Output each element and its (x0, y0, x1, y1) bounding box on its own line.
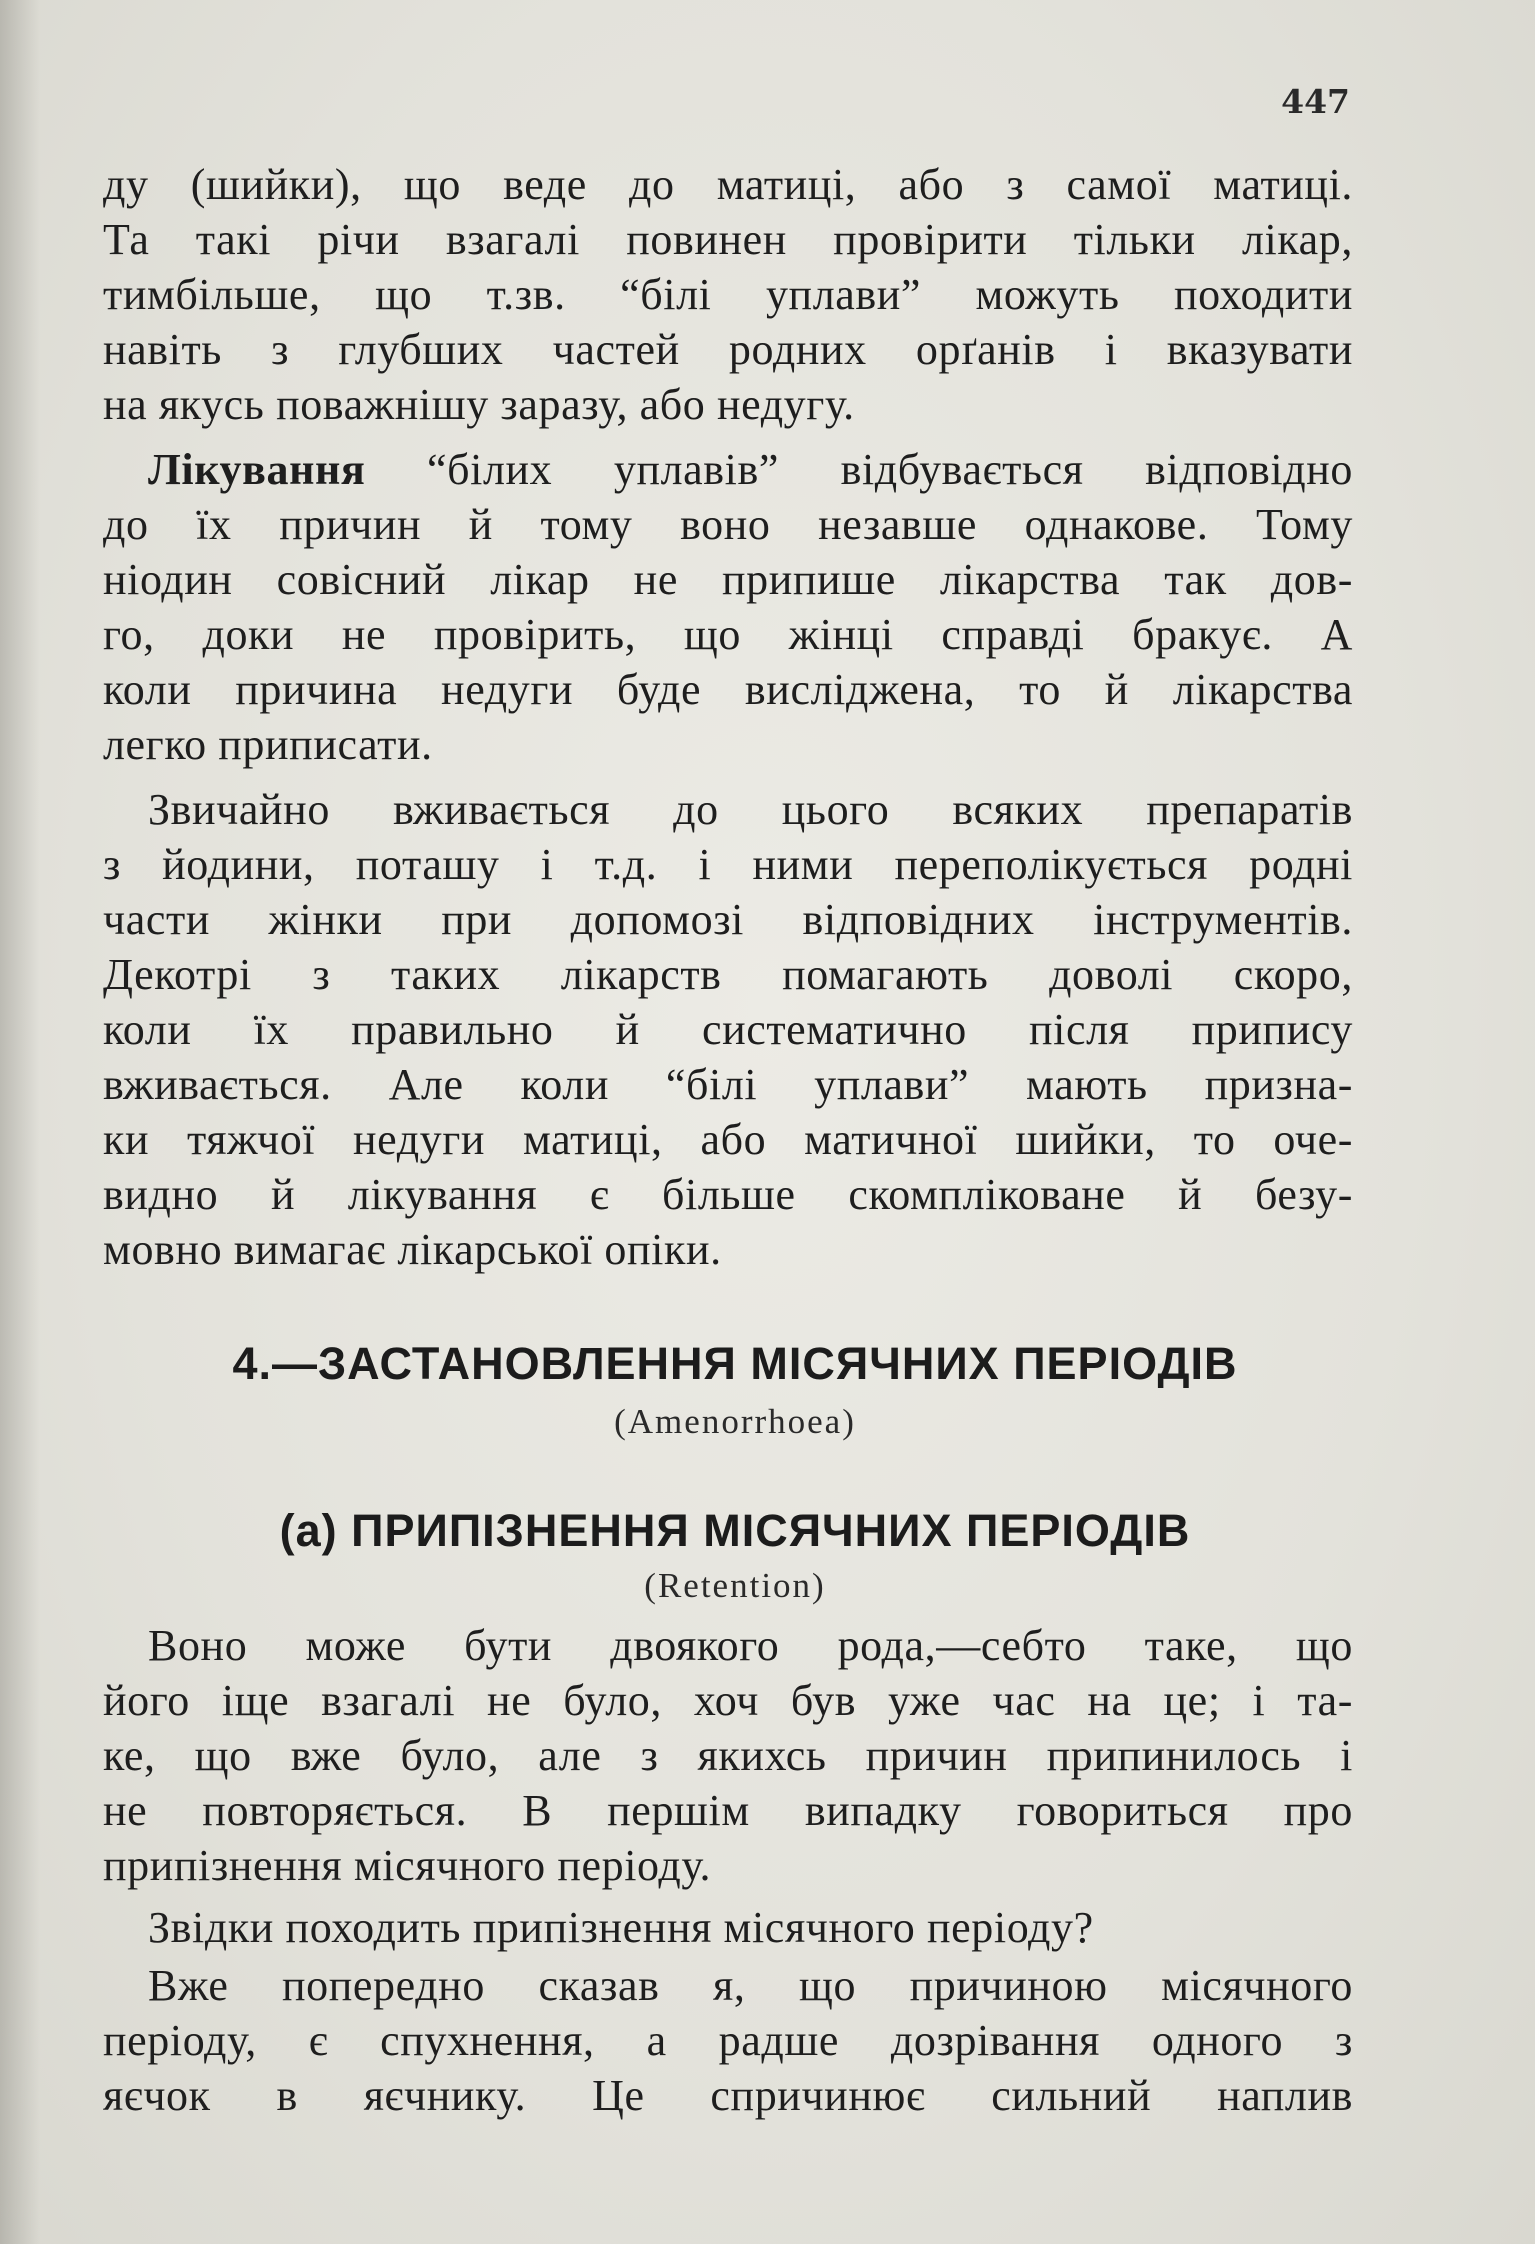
page-number: 447 (1281, 82, 1350, 121)
subsection-heading: (a) ПРИПІЗНЕННЯ МІСЯЧНИХ ПЕРІОДІВ (279, 1505, 1191, 1556)
text-span: “білих уплавів” відбувається відповідно (365, 445, 1353, 494)
text-line: Воно може бути двоякого рода,—себто таке, що (148, 1621, 1353, 1670)
text-line: його іще взагалі не було, хоч був уже час на це; і та- (103, 1676, 1353, 1725)
text-line: вживається. Але коли “білі уплави” мають призна- (103, 1060, 1353, 1109)
paragraph-3 (103, 782, 1353, 1277)
text-line: до їх причин й тому воно незавше однакове. Тому (103, 500, 1353, 549)
text-line: на якусь поважнішу заразу, або недугу. (103, 380, 855, 429)
text-line: ки тяжчої недуги матиці, або матичної шийки, то оче- (103, 1115, 1353, 1164)
text-line: періоду, є спухнення, а радше дозрівання одного з (103, 2016, 1353, 2065)
section-heading: 4.—ЗАСТАНОВЛЕННЯ МІСЯЧНИХ ПЕРІОДІВ (232, 1338, 1238, 1389)
text-line: Вже попередно сказав я, що причиною місячного (148, 1961, 1353, 2010)
text-line (103, 442, 1353, 497)
text-line: части жінки при допомозі відповідних інструментів. (103, 895, 1353, 944)
bold-term: Лікування (148, 445, 366, 494)
text-line: легко приписати. (103, 720, 433, 769)
text-line: припізнення місячного періоду. (103, 1841, 712, 1890)
paragraph-4 (103, 1618, 1353, 1893)
text-line: Декотрі з таких лікарств помагають доволі скоро, (103, 950, 1353, 999)
section-subheading: (Amenorrhoea) (614, 1402, 856, 1441)
text-line: ду (шийки), що веде до матиці, або з самої матиці. (103, 160, 1353, 209)
text-line: видно й лікування є більше скомпліковане й безу- (103, 1170, 1353, 1219)
text-line: ніодин совісний лікар не припише лікарства так дов- (103, 555, 1353, 604)
text-line: з йодини, поташу і т.д. і ними переполікується родні (103, 840, 1353, 889)
text-line: ке, що вже було, але з якихсь причин припинилось і (103, 1731, 1353, 1780)
text-line: навіть з глубших частей родних орґанів і вказувати (103, 325, 1353, 374)
text-line: Звідки походить припізнення місячного періоду? (148, 1903, 1094, 1952)
paragraph-6 (103, 1958, 1353, 2123)
text-line: го, доки не провірить, що жінці справді бракує. А (103, 610, 1353, 659)
text-line: Звичайно вживається до цього всяких препаратів (148, 785, 1353, 834)
text-line: коли їх правильно й систематично після припису (103, 1005, 1353, 1054)
subsection-subheading: (Retention) (644, 1566, 826, 1605)
paragraph-5 (103, 1900, 1353, 1955)
text-line: яєчок в яєчнику. Це спричинює сильний наплив (103, 2071, 1353, 2120)
text-line: коли причина недуги буде висліджена, то й лікарства (103, 665, 1353, 714)
text-line: Та такі річи взагалі повинен провірити тільки лікар, (103, 215, 1353, 264)
paragraph-2 (103, 442, 1353, 772)
paragraph-1 (103, 157, 1353, 432)
text-line: тимбільше, що т.зв. “білі уплави” можуть походити (103, 270, 1353, 319)
binding-shadow (0, 0, 40, 2244)
text-line: не повторяється. В першім випадку говориться про (103, 1786, 1353, 1835)
text-line: мовно вимагає лікарської опіки. (103, 1225, 722, 1274)
